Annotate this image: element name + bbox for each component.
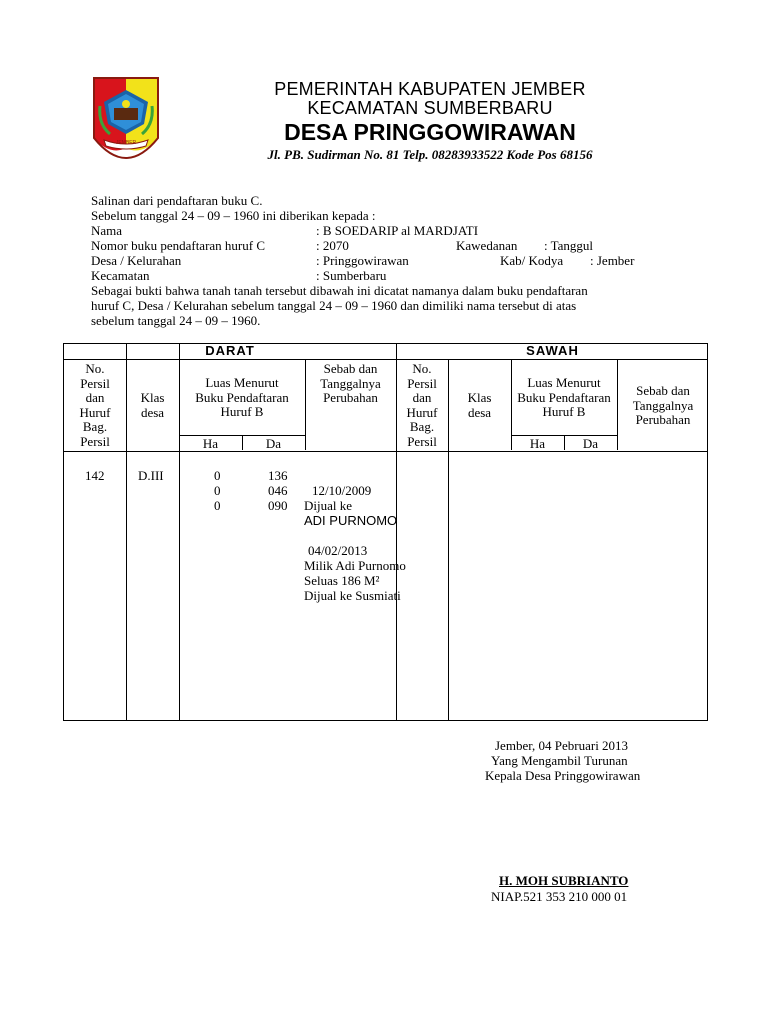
sawah-luas-text-1: Luas Menurut [527,375,601,390]
sawah-persil-text-6: Persil [407,433,437,449]
row-da-3: 090 [268,498,288,513]
darat-header: DARAT [205,343,255,358]
row-da-2: 046 [268,483,288,498]
sawah-col-da-header: Da [582,436,599,451]
row-sebab-3: ADI PURNOMO [304,513,398,528]
col-da-header: Da [265,436,282,451]
col-sebab-text-1: Sebab dan [323,361,378,376]
col-klas-text-2: desa [140,404,165,420]
sawah-col-klas-header [448,391,511,420]
col-sebab-header [305,362,396,406]
field-nama-value: : B SOEDARIP al MARDJATI [316,223,479,238]
row-sebab-2: Dijual ke [304,498,353,513]
field-nomor-value: : 2070 [316,238,349,253]
sawah-col-luas-header [511,376,617,420]
header-regency: PEMERINTAH KABUPATEN JEMBER [274,79,586,99]
col-luas-text-1: Luas Menurut [205,375,279,390]
field-nomor-label: Nomor buku pendaftaran huruf C [91,238,266,253]
logo-text: JEMBER [115,140,137,146]
row-sebab-5: 04/02/2013 [308,543,368,558]
sawah-persil-text-1: No. [412,361,432,376]
sawah-persil-text-4: Huruf [406,404,438,420]
intro-line-1: Salinan dari pendaftaran buku C. [91,193,263,208]
sawah-sebab-text-2: Tanggalnya [632,397,694,413]
col-persil-text-4: Huruf [79,404,111,420]
signature-niap: NIAP.521 353 210 000 01 [491,889,628,904]
row-ha-2: 0 [214,483,221,498]
sawah-klas-text-1: Klas [467,390,492,405]
row-ha-3: 0 [214,498,221,513]
col-persil-header [64,362,126,450]
sawah-persil-text-3: dan [412,390,432,406]
row-persil: 142 [85,468,105,483]
col-ha-header: Ha [202,436,219,451]
statement-line-3: sebelum tanggal 24 – 09 – 1960. [91,313,261,328]
sawah-col-sebab-header [617,384,709,428]
field-kec-label: Kecamatan [91,268,150,283]
col-persil-text-5: Bag. [82,419,108,435]
sawah-klas-text-2: desa [467,404,492,420]
signature-role-2: Kepala Desa Pringgowirawan [485,768,641,783]
intro-line-2: Sebelum tanggal 24 – 09 – 1960 ini diberikan kepada : [91,208,376,223]
header-district: KECAMATAN SUMBERBARU [307,98,553,118]
statement-line-1: Sebagai bukti bahwa tanah tanah tersebut dibawah ini dicatat namanya dalam buku pendaftaran [91,283,588,298]
signature-name: H. MOH SUBRIANTO [499,873,629,888]
signature-place-date: Jember, 04 Pebruari 2013 [495,738,629,753]
field-kawedanan-label: Kawedanan [456,238,518,253]
col-luas-text-3: Huruf B [220,404,264,420]
row-da-1: 136 [268,468,288,483]
col-persil-text-6: Persil [80,433,110,449]
sawah-persil-text-2: Persil [407,375,437,391]
col-klas-header [126,391,179,420]
field-kec-value: : Sumberbaru [316,268,387,283]
col-luas-text-2: Buku Pendaftaran [195,389,289,405]
field-desa-value: : Pringgowirawan [316,253,409,268]
row-ha-1: 0 [214,468,221,483]
header-village: DESA PRINGGOWIRAWAN [284,119,576,145]
col-luas-header [179,376,305,420]
col-persil-text-3: dan [85,390,105,406]
row-klas: D.III [138,468,164,483]
row-sebab-1: 12/10/2009 [312,483,372,498]
header-address: Jl. PB. Sudirman No. 81 Telp. 08283933522 Kode Pos 68156 [267,147,593,162]
jember-crest-icon [90,76,162,160]
sawah-sebab-text-1: Sebab dan [636,383,690,398]
sawah-persil-text-5: Bag. [409,419,435,435]
col-sebab-text-2: Tanggalnya [320,375,381,391]
sawah-luas-text-3: Huruf B [542,404,586,420]
col-klas-text-1: Klas [140,390,165,405]
field-nama-label: Nama [91,223,123,238]
field-desa-label: Desa / Kelurahan [91,253,182,268]
field-kab-value: : Jember [590,253,635,268]
col-persil-text-1: No. [85,361,105,376]
col-persil-text-2: Persil [80,375,110,391]
regency-logo [90,76,162,160]
sawah-col-ha-header: Ha [529,436,546,451]
row-sebab-7: Seluas 186 M² [304,573,380,588]
sawah-sebab-text-3: Perubahan [635,412,691,428]
table-rule-darat [64,359,707,360]
row-sebab-6: Milik Adi Purnomo [304,558,406,573]
field-kawedanan-value: : Tanggul [544,238,594,253]
col-sebab-text-3: Perubahan [323,390,378,406]
sawah-header: SAWAH [526,343,579,358]
sawah-col-persil-header [396,362,448,450]
field-kab-label: Kab/ Kodya [500,253,564,268]
land-register-table [63,343,708,721]
row-sebab-8: Dijual ke Susmiati [304,588,401,603]
sawah-luas-text-2: Buku Pendaftaran [517,389,611,405]
signature-role-1: Yang Mengambil Turunan [491,753,628,768]
statement-line-2: huruf C, Desa / Kelurahan sebelum tanggal 24 – 09 – 1960 dan dimiliki nama tersebut di atas [91,298,577,313]
